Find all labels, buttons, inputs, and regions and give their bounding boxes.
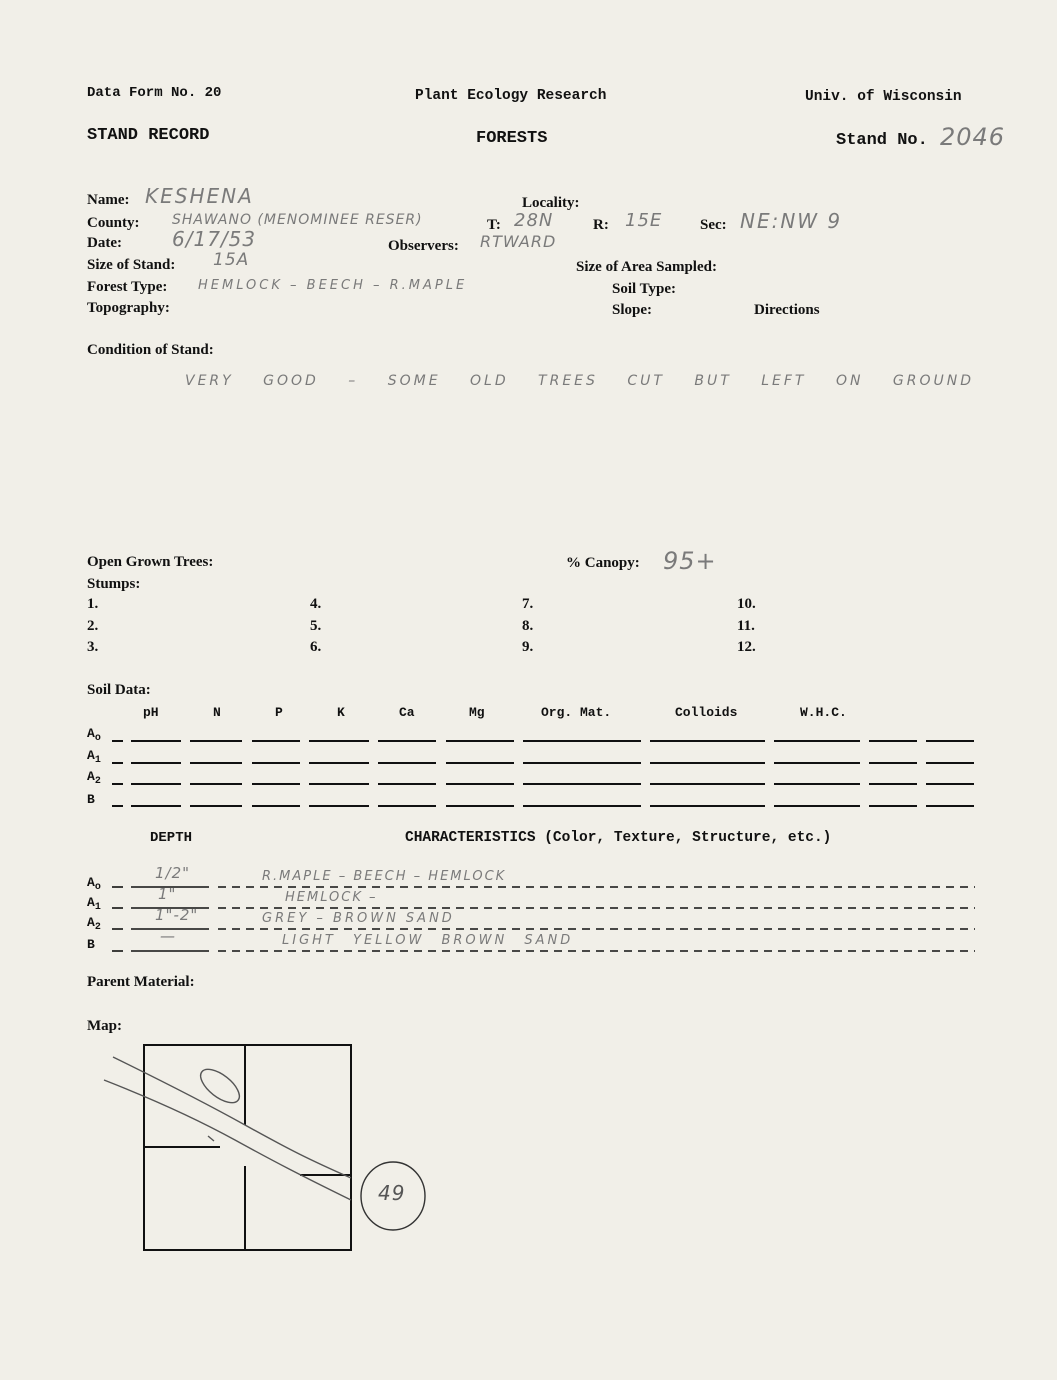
map-annotation: 49 <box>378 1181 406 1205</box>
soil-column-header: Ca <box>399 705 415 720</box>
township-value: 28N <box>514 210 554 231</box>
soil-column-header: K <box>337 705 345 720</box>
soil-row-label: B <box>87 792 95 807</box>
soil-column-header: N <box>213 705 221 720</box>
soil-column-header: P <box>275 705 283 720</box>
size-of-stand-label: Size of Stand: <box>87 257 176 273</box>
soil-table-lines <box>112 741 974 806</box>
map-pencil-sketch <box>104 1057 425 1230</box>
date-label: Date: <box>87 235 122 251</box>
directions-label: Directions <box>754 302 820 318</box>
record-type: STAND RECORD <box>87 126 210 145</box>
canopy-value: 95+ <box>663 547 717 575</box>
stump-number: 4. <box>310 596 322 612</box>
program-title: Plant Ecology Research <box>415 88 607 104</box>
horizon-row-label: $A_o$ <box>87 875 101 893</box>
locality-label: Locality: <box>522 195 580 211</box>
range-value: 15E <box>625 210 663 231</box>
stump-number: 10. <box>737 596 756 612</box>
soil-column-header: Colloids <box>675 705 738 720</box>
stump-number: 8. <box>522 618 534 634</box>
soil-type-label: Soil Type: <box>612 281 677 297</box>
stump-number: 5. <box>310 618 322 634</box>
map-pond <box>195 1063 245 1109</box>
stumps-label: Stumps: <box>87 576 141 592</box>
forest-type-value: HEMLOCK – BEECH – R.MAPLE <box>198 278 468 293</box>
soil-data-label: Soil Data: <box>87 682 151 698</box>
forest-type-label: Forest Type: <box>87 279 168 295</box>
horizon-row-label: B <box>87 937 95 952</box>
stump-number: 9. <box>522 639 534 655</box>
section-label: Sec: <box>700 217 727 233</box>
open-grown-trees-label: Open Grown Trees: <box>87 554 214 570</box>
stump-number: 6. <box>310 639 322 655</box>
horizon-depth: 1/2" <box>155 864 191 882</box>
stump-number: 11. <box>737 618 755 634</box>
horizon-depth: 1"-2" <box>155 906 199 924</box>
horizon-depth: 1" <box>158 885 177 903</box>
stump-number: 12. <box>737 639 756 655</box>
form-number: Data Form No. 20 <box>87 85 222 101</box>
observers-label: Observers: <box>388 238 459 254</box>
size-of-stand-value: 15A <box>213 250 250 270</box>
stand-map <box>144 1045 351 1250</box>
horizon-row-label: $A_1$ <box>87 895 101 913</box>
soil-row-label: $A_o$ <box>87 726 101 744</box>
name-label: Name: <box>87 192 130 208</box>
stump-number: 2. <box>87 618 99 634</box>
county-value: SHAWANO (MENOMINEE RESER) <box>172 212 423 228</box>
condition-value: VERY GOOD – SOME OLD TREES CUT BUT LEFT ON GROUND <box>185 373 974 389</box>
stand-no-value: 2046 <box>940 123 1006 151</box>
horizon-characteristics: R.MAPLE – BEECH – HEMLOCK <box>262 869 507 884</box>
map-stream-upper <box>113 1057 351 1178</box>
institution: Univ. of Wisconsin <box>805 89 962 105</box>
range-label: R: <box>593 217 609 233</box>
map-mark <box>208 1136 214 1141</box>
name-value: KESHENA <box>145 184 254 208</box>
horizon-row-label: $A_2$ <box>87 915 101 933</box>
category: FORESTS <box>476 129 548 148</box>
size-of-area-label: Size of Area Sampled: <box>576 259 717 275</box>
parent-material-label: Parent Material: <box>87 974 195 990</box>
characteristics-header: CHARACTERISTICS (Color, Texture, Structure, etc.) <box>405 830 832 846</box>
observers-value: RTWARD <box>480 232 557 251</box>
section-value: NE:NW 9 <box>740 209 843 233</box>
horizon-characteristics: LIGHT YELLOW BROWN SAND <box>282 933 574 948</box>
stump-number: 1. <box>87 596 99 612</box>
map-stream-lower <box>104 1080 351 1200</box>
stand-no-label: Stand No. <box>836 131 928 150</box>
date-value: 6/17/53 <box>172 227 257 251</box>
soil-column-header: Mg <box>469 705 485 720</box>
map-label: Map: <box>87 1018 122 1034</box>
topography-label: Topography: <box>87 300 170 316</box>
depth-header: DEPTH <box>150 830 193 846</box>
township-label: T: <box>487 217 501 233</box>
horizon-characteristics: GREY – BROWN SAND <box>262 911 455 926</box>
condition-label: Condition of Stand: <box>87 342 214 358</box>
soil-column-header: Org. Mat. <box>541 705 612 720</box>
stump-number: 7. <box>522 596 534 612</box>
soil-column-header: pH <box>143 705 159 720</box>
soil-row-label: $A_1$ <box>87 748 101 766</box>
soil-column-header: W.H.C. <box>800 705 847 720</box>
horizon-characteristics: HEMLOCK – <box>285 890 378 905</box>
horizon-depth: — <box>160 927 176 945</box>
county-label: County: <box>87 215 140 231</box>
canopy-label: % Canopy: <box>566 555 640 571</box>
soil-row-label: $A_2$ <box>87 769 101 787</box>
slope-label: Slope: <box>612 302 653 318</box>
stump-number: 3. <box>87 639 99 655</box>
map-box <box>144 1045 351 1250</box>
